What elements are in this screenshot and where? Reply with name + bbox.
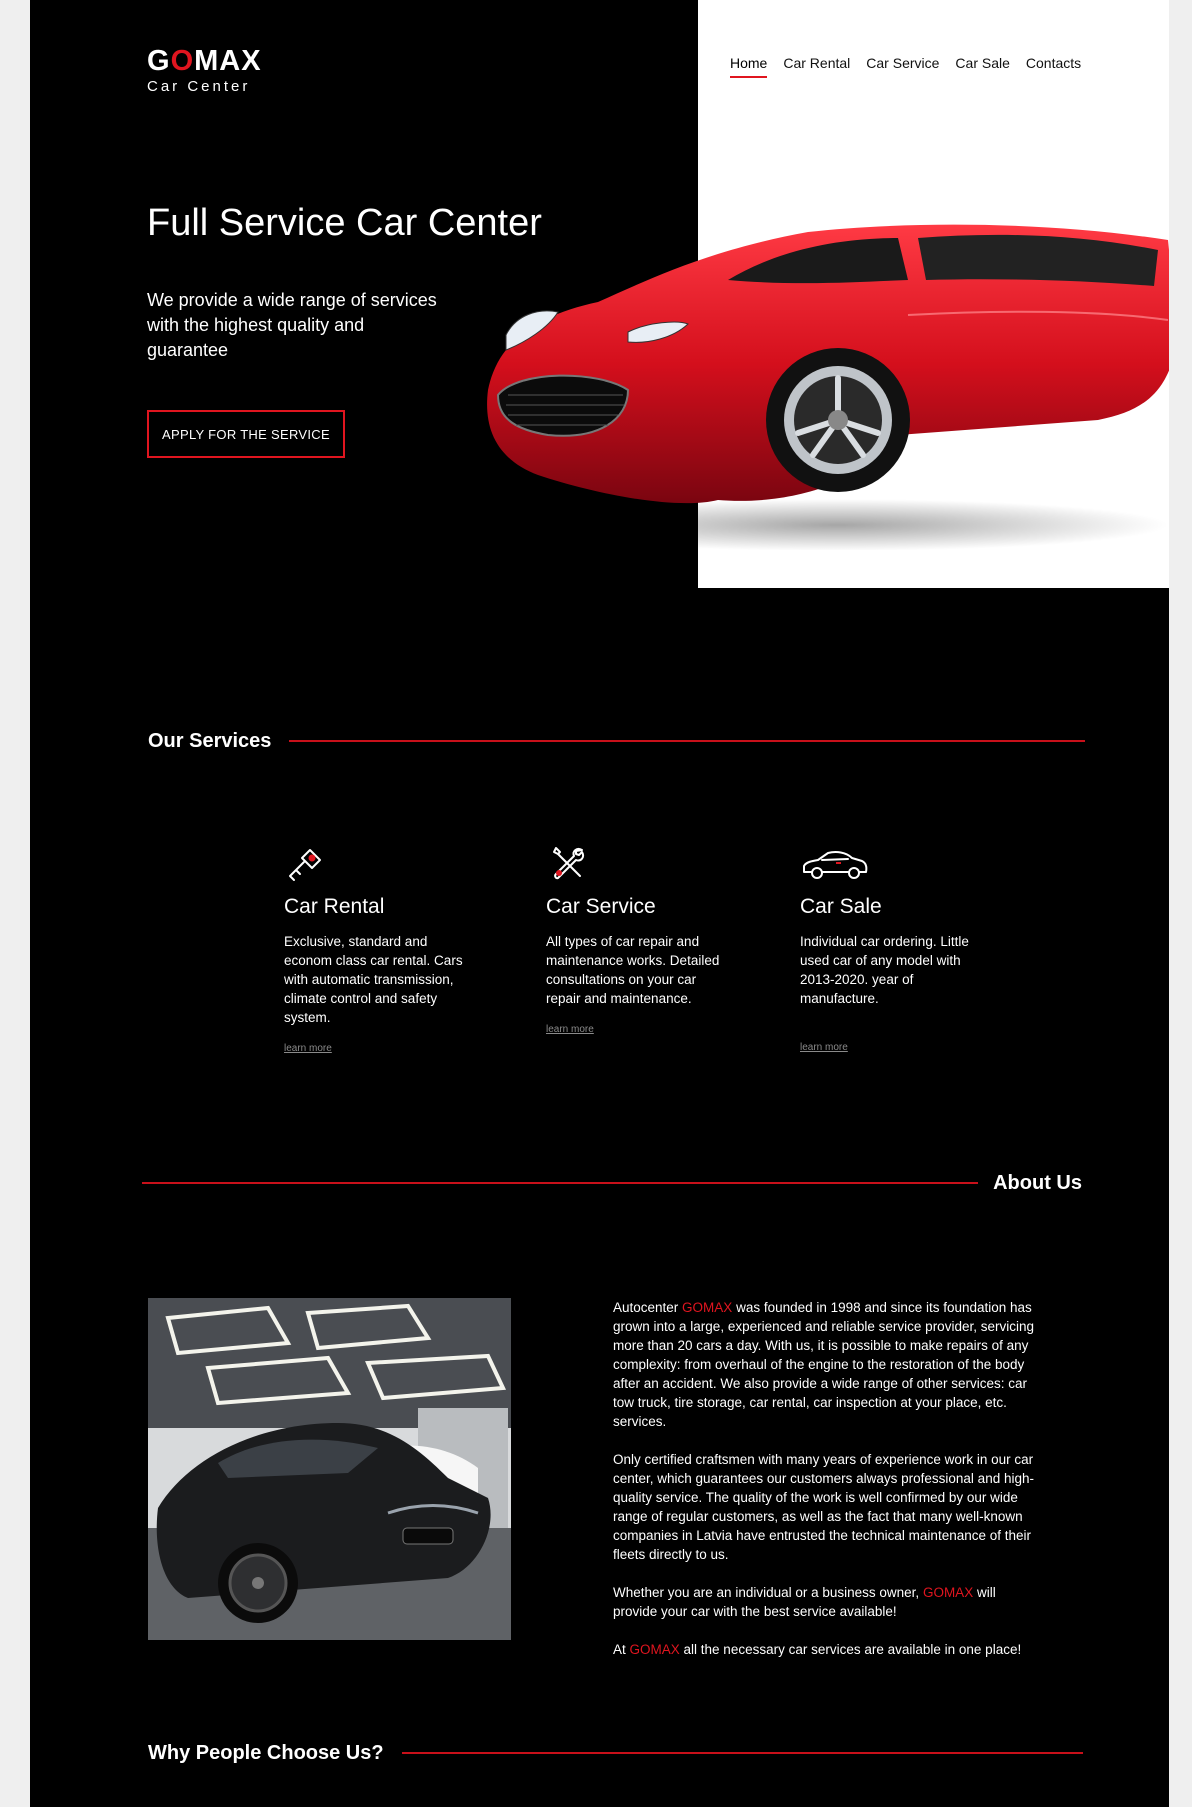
brand-mention: GOMAX: [682, 1300, 733, 1315]
brand-mention: GOMAX: [922, 1585, 974, 1600]
service-title: Car Service: [546, 895, 656, 918]
nav-home[interactable]: Home: [730, 54, 767, 78]
logo-tagline: Car Center: [147, 78, 251, 95]
about-text: [613, 1298, 1043, 1678]
learn-more-link[interactable]: learn more: [800, 1042, 848, 1053]
why-heading-row: [148, 1740, 1083, 1766]
learn-more-link[interactable]: learn more: [284, 1043, 332, 1054]
about-paragraph-3: Whether you are an individual or a business owner, GOMAX will provide your car with the best service available!: [613, 1585, 996, 1619]
black-bmw-garage-image: [148, 1298, 511, 1640]
why-divider: [402, 1752, 1083, 1754]
nav-car-rental[interactable]: Car Rental: [783, 55, 851, 71]
service-title: Car Sale: [800, 895, 882, 918]
nav-car-sale[interactable]: Car Sale: [955, 55, 1010, 71]
service-card-car-service: [546, 842, 726, 1037]
page: [30, 0, 1169, 1807]
nav-contacts[interactable]: Contacts: [1025, 55, 1082, 71]
services-divider: [289, 740, 1085, 742]
red-sports-car-image: [478, 220, 1169, 550]
service-text: Individual car ordering. Little used car of any model with 2013-2020. year of manufacture.: [800, 934, 969, 1006]
service-card-car-sale: [800, 842, 980, 1055]
car-icon: [800, 842, 980, 886]
apply-service-button[interactable]: APPLY FOR THE SERVICE: [147, 410, 345, 458]
services-heading: Our Services: [148, 730, 272, 752]
services-heading-row: [148, 728, 1085, 754]
about-paragraph-4: At GOMAX all the necessary car services are available in one place!: [613, 1642, 1022, 1657]
logo-wordmark: GOMAX: [147, 45, 262, 77]
brand-mention: GOMAX: [629, 1642, 680, 1657]
car-key-icon: [284, 842, 464, 886]
about-paragraph-1: Autocenter GOMAX was founded in 1998 and since its foundation has grown into a large, experienced and reliable service provider, servicing more than 20 cars a day. With us, it is possible to make repairs of any complexity: from overhaul of the engine to the restoration of the body after an accident. We also provide a wide range of other services: car tow truck, tire storage, car rental, car inspection at your place, etc. services.: [613, 1300, 1034, 1429]
about-heading: About Us: [993, 1172, 1082, 1194]
about-heading-row: [142, 1170, 1082, 1196]
service-card-car-rental: [284, 842, 464, 1056]
service-text: Exclusive, standard and econom class car rental. Cars with automatic transmission, climate control and safety system.: [284, 934, 463, 1025]
learn-more-link[interactable]: learn more: [546, 1024, 594, 1035]
hero-text: We provide a wide range of services with the highest quality and guarantee: [147, 290, 437, 360]
service-text: All types of car repair and maintenance works. Detailed consultations on your car repair and maintenance.: [546, 934, 720, 1006]
main-nav: [730, 54, 1081, 78]
hero-title: Full Service Car Center: [147, 202, 542, 244]
why-heading: Why People Choose Us?: [148, 1742, 384, 1764]
logo[interactable]: [147, 46, 262, 96]
wrench-screwdriver-icon: [546, 842, 726, 886]
nav-car-service[interactable]: Car Service: [866, 55, 940, 71]
about-paragraph-2: Only certified craftsmen with many years of experience work in our car center, which guarantees our customers always professional and high-quality service. The quality of the work is well confirmed by our wide range of regular customers, as well as the fact that many well-known companies in Latvia have entrusted the technical maintenance of their fleets directly to us.: [613, 1452, 1034, 1562]
about-divider: [142, 1182, 978, 1184]
service-title: Car Rental: [284, 895, 385, 918]
